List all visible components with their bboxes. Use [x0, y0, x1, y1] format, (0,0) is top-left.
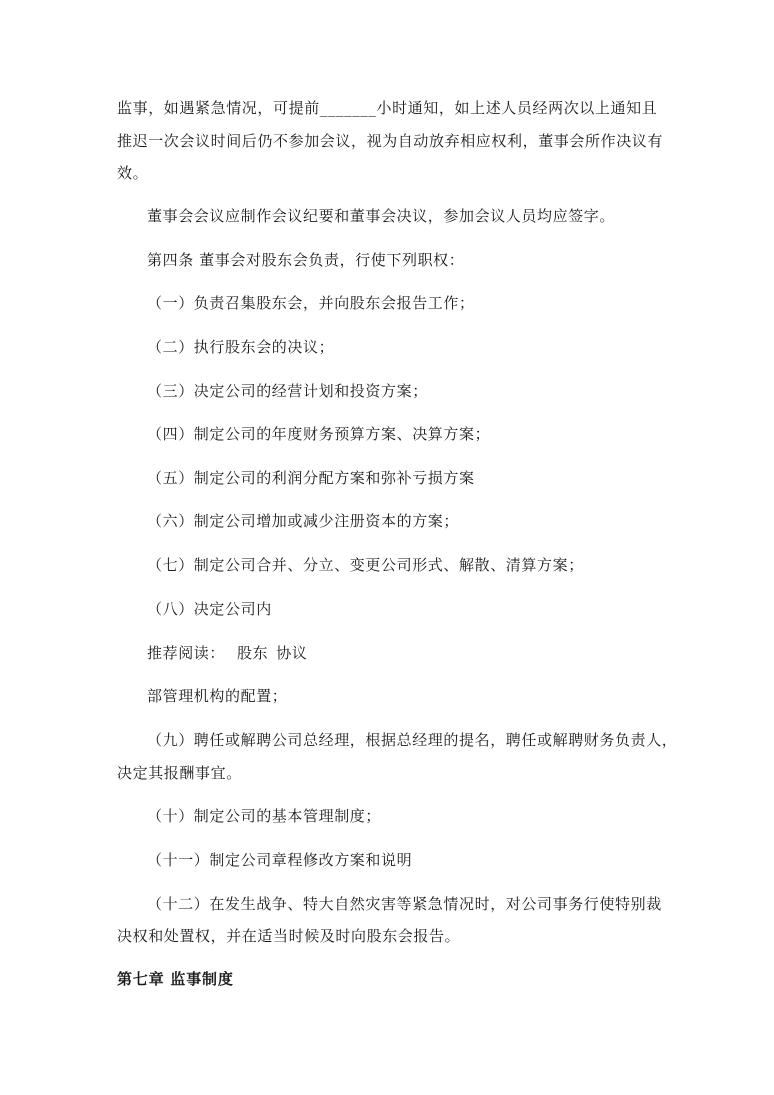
- list-item: （三）决定公司的经营计划和投资方案；: [147, 382, 428, 400]
- list-item: （十一）制定公司章程修改方案和说明: [147, 851, 413, 869]
- list-item: （八）决定公司内: [147, 600, 272, 618]
- list-item: （十二）在发生战争、特大自然灾害等紧急情况时，对公司事务行使特别裁: [147, 895, 662, 913]
- paragraph-minutes: 董事会会议应制作会议纪要和董事会决议，参加会议人员均应签字。: [147, 207, 616, 225]
- list-item: （二）执行股东会的决议；: [147, 338, 335, 356]
- list-item: （七）制定公司合并、分立、变更公司形式、解散、清算方案；: [147, 556, 584, 574]
- recommended-link-agreement[interactable]: 协议: [276, 644, 308, 662]
- list-item: （一）负责召集股东会，并向股东会报告工作；: [147, 294, 475, 312]
- list-item: （六）制定公司增加或减少注册资本的方案；: [147, 512, 460, 530]
- list-item-continuation: 决权和处置权，并在适当时候及时向股东会报告。: [117, 927, 461, 945]
- recommended-reading: [147, 643, 307, 663]
- article-4-heading: 第四条 董事会对股东会负责，行使下列职权：: [147, 251, 465, 269]
- paragraph-line: 推迟一次会议时间后仍不参加会议，视为自动放弃相应权利，董事会所作决议有: [117, 132, 664, 150]
- list-item: （十）制定公司的基本管理制度；: [147, 807, 382, 825]
- list-item: （五）制定公司的利润分配方案和弥补亏损方案: [147, 469, 475, 487]
- list-item: （四）制定公司的年度财务预算方案、决算方案；: [147, 425, 491, 443]
- paragraph-line: 效。: [117, 164, 149, 182]
- list-item: （九）聘任或解聘公司总经理，根据总经理的提名，聘任或解聘财务负责人，: [147, 731, 678, 749]
- recommended-link-shareholder[interactable]: 股东: [237, 644, 269, 662]
- recommended-label: 推荐阅读：: [147, 644, 226, 662]
- list-item: 部管理机构的配置；: [147, 687, 288, 705]
- list-item-continuation: 决定其报酬事宜。: [117, 764, 242, 782]
- chapter-7-heading: 第七章 监事制度: [117, 970, 234, 988]
- paragraph-line: 监事，如遇紧急情况，可提前_______小时通知，如上述人员经两次以上通知且: [117, 99, 658, 117]
